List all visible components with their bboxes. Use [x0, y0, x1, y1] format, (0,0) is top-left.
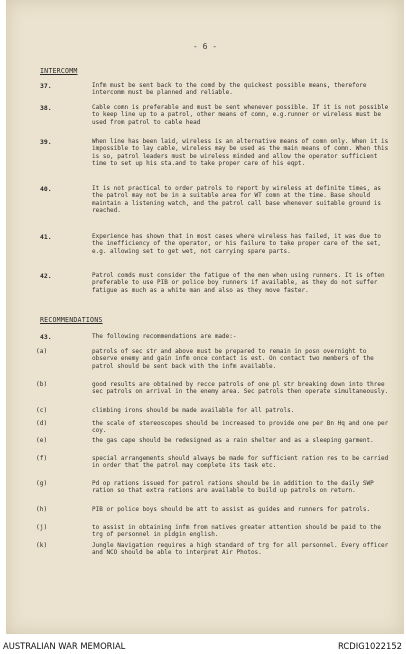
recommendation-text: Pd op rations issued for patrol rations should be in addition to the daily SWP ration so that extra rations are available to build up patrols on return.	[92, 480, 374, 495]
paragraph-text: Cable comn is preferable and must be sent whenever possible. If it is not possible to keep line up to a patrol, other means of comn, e.g.runner or wireless must be used from patrol to cable head	[92, 104, 389, 126]
paragraph-number: 41.	[40, 233, 52, 241]
recommendation-letter: (g)	[36, 480, 48, 487]
archive-name: AUSTRALIAN WAR MEMORIAL	[3, 641, 126, 651]
recommendation-text: Jungle Navigation requires a high standard of trg for all personnel. Every officer and NCO should be able to interpret Air Photos.	[92, 542, 389, 557]
paragraph-number: 38.	[40, 104, 52, 112]
paragraph-number: 37.	[40, 82, 52, 90]
paragraph-text: Patrol comds must consider the fatigue of the men when using runners. It is often preferable to use PIB or police boy runners if available, as they do not suffer fatigue as much as a white man and also as they move faster.	[92, 272, 385, 294]
recommendation-text: good results are obtained by recce patrols of one pl str breaking down into three sec patrols on arrival in the enemy area. Sec patrols then operate simultaneously.	[92, 381, 389, 396]
paragraph-text: Experience has shown that in most cases where wireless has failed, it was due to the inefficiency of the operator, or his failure to take proper care of the set, e.g. allowing set to get wet, not carrying spare parts.	[92, 233, 381, 255]
record-id: RCDIG1022152	[338, 641, 402, 651]
section-heading-recommendations: RECOMMENDATIONS	[40, 316, 103, 324]
recommendation-letter: (c)	[36, 407, 48, 414]
document-page	[6, 0, 404, 634]
recommendation-letter: (e)	[36, 437, 48, 444]
recommendation-letter: (k)	[36, 542, 48, 549]
recommendation-text: climbing irons should be made available for all patrols.	[92, 407, 295, 414]
recommendation-letter: (h)	[36, 506, 48, 513]
paragraph-text: Infm must be sent back to the comd by the quickest possible means, therefore intercomm must be planned and reliable.	[92, 82, 367, 97]
paragraph-number: 40.	[40, 185, 52, 193]
recommendation-letter: (b)	[36, 381, 48, 388]
paragraph-number: 39.	[40, 138, 52, 146]
recommendation-text: patrols of sec str and above must be prepared to remain in posn overnight to observe enemy and gain infm once contact is est. On contact two members of the patrol should be sent back with the infm available.	[92, 348, 374, 370]
section-heading-intercomm: INTERCOMM	[40, 67, 78, 75]
paragraph-number: 43.	[40, 333, 52, 341]
page-number: - 6 -	[192, 42, 218, 51]
recommendation-letter: (f)	[36, 455, 48, 462]
paragraph-text: It is not practical to order patrols to report by wireless at definite times, as the patrol may not be in a suitable area for WT comn at the time. Base should maintain a listening watch, and the patrol call base whenever suitable ground is reached.	[92, 185, 381, 215]
recommendation-text: special arrangements should always be made for sufficient ration res to be carried in order that the patrol may complete its task etc.	[92, 455, 389, 470]
recommendation-text: the gas cape should be redesigned as a rain shelter and as a sleeping garment.	[92, 437, 374, 444]
recommendation-letter: (j)	[36, 524, 48, 531]
archive-footer	[0, 638, 406, 654]
paragraph-text: The following recommendations are made:-	[92, 333, 237, 340]
recommendation-letter: (a)	[36, 348, 48, 355]
recommendation-text: PIB or police boys should be att to assist as guides and runners for patrols.	[92, 506, 371, 513]
recommendation-letter: (d)	[36, 420, 48, 427]
paragraph-number: 42.	[40, 272, 52, 280]
recommendation-text: the scale of stereoscopes should be increased to provide one per Bn Hq and one per coy.	[92, 420, 389, 435]
recommendation-text: to assist in obtaining infm from natives greater attention should be paid to the trg of personnel in pidgin english.	[92, 524, 381, 539]
paragraph-text: When line has been laid, wireless is an alternative means of comn only. When it is impossible to lay cable, wireless may be used as the main means of comn. When this is so, patrol leaders must be wireless minded and allow the operator sufficient time to set up his sta.and to take proper care of his eqpt.	[92, 138, 389, 168]
